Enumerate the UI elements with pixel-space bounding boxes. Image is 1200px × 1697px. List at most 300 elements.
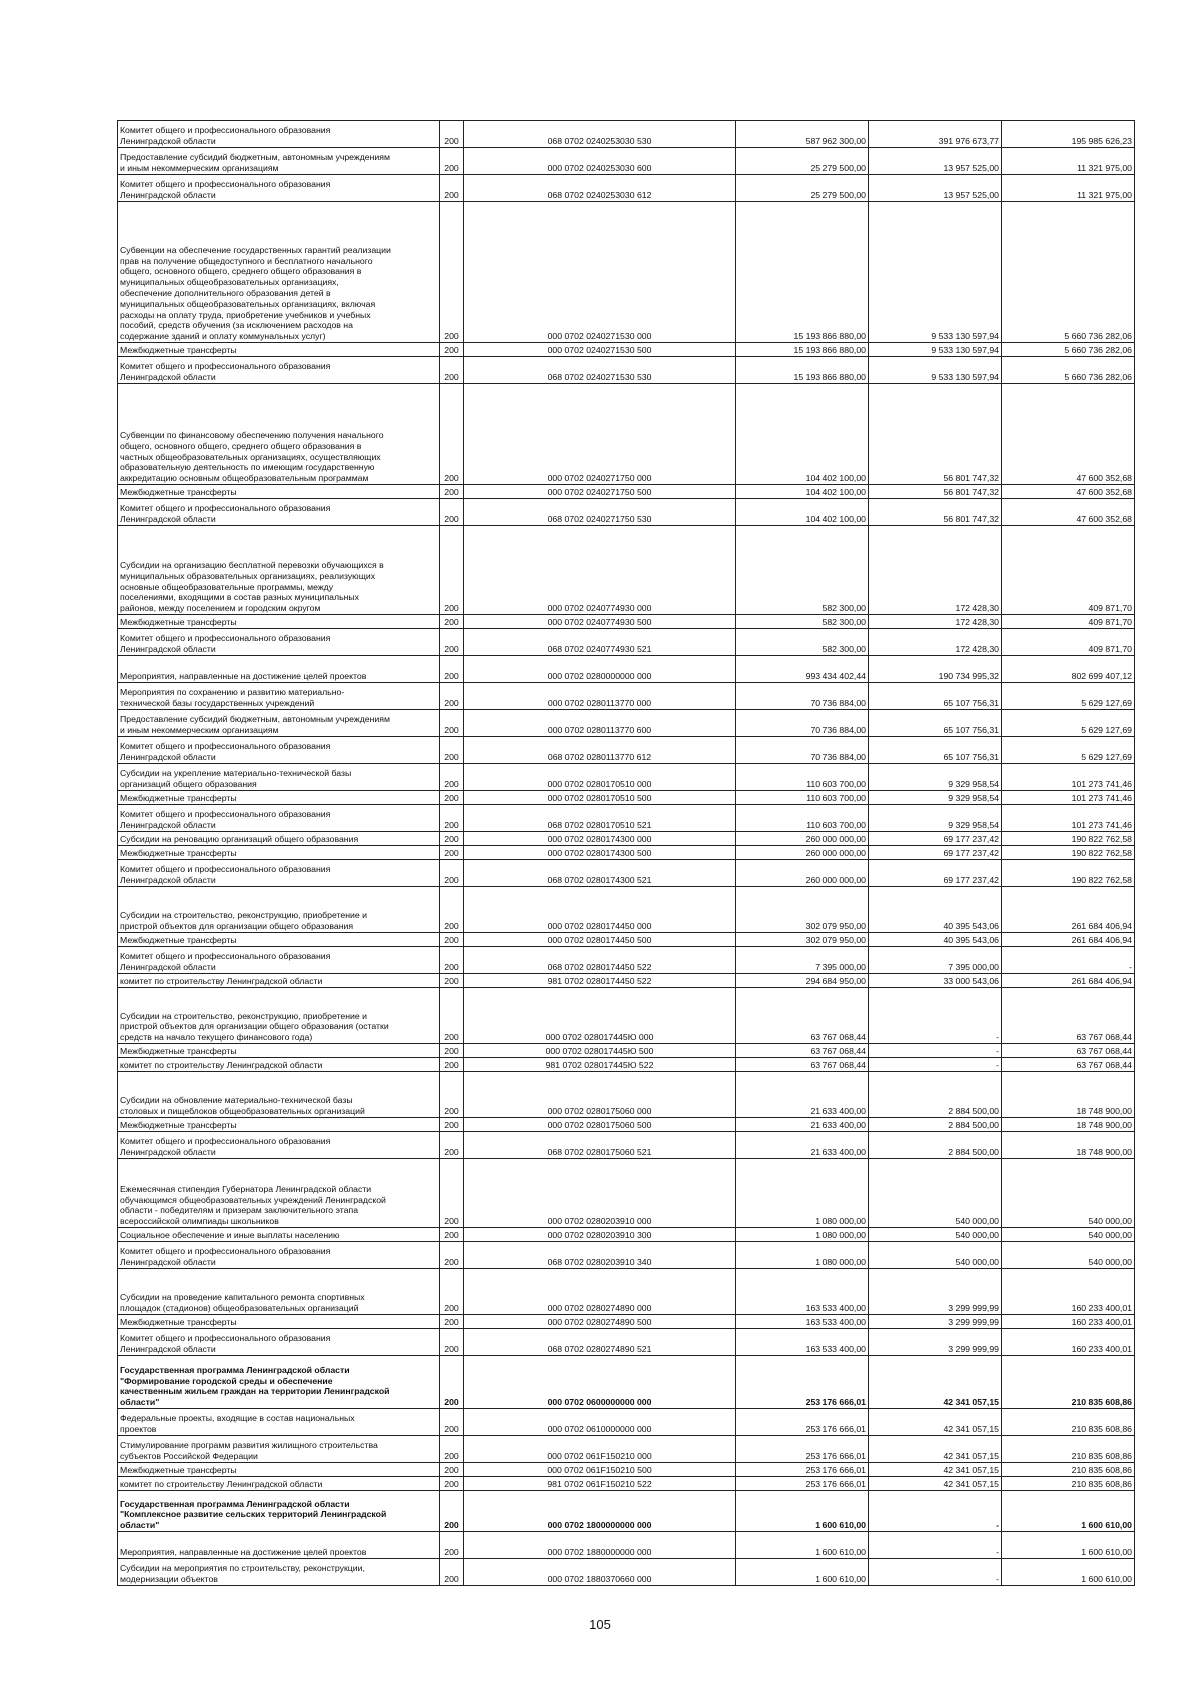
- table-row: [118, 1118, 1135, 1132]
- row-budget-code-cell: 000 0702 0280175060 000: [464, 1072, 736, 1118]
- row-name-cell: комитет по строительству Ленинградской области: [118, 974, 440, 988]
- table-row: [118, 1159, 1135, 1228]
- row-name-cell: Субсидии на проведение капитального ремонта спортивных площадок (стадионов) общеобразовательных организаций: [118, 1269, 440, 1315]
- row-unexecuted-amount-cell: 5 660 736 282,06: [1002, 202, 1135, 343]
- row-executed-amount-cell: 2 884 500,00: [869, 1072, 1002, 1118]
- row-unexecuted-amount-cell: -: [1002, 947, 1135, 974]
- row-line-code-cell: 200: [440, 933, 464, 947]
- row-line-code-cell: 200: [440, 988, 464, 1044]
- row-line-code-cell: 200: [440, 1269, 464, 1315]
- row-unexecuted-amount-cell: 210 835 608,86: [1002, 1356, 1135, 1409]
- table-row: [118, 988, 1135, 1044]
- row-unexecuted-amount-cell: 540 000,00: [1002, 1242, 1135, 1269]
- table-row: [118, 499, 1135, 526]
- row-budget-code-cell: 000 0702 0280274890 500: [464, 1315, 736, 1329]
- row-name-cell: Межбюджетные трансферты: [118, 791, 440, 805]
- budget-execution-table: [117, 120, 1135, 1586]
- row-executed-amount-cell: 172 428,30: [869, 526, 1002, 615]
- row-line-code-cell: 200: [440, 384, 464, 485]
- row-executed-amount-cell: -: [869, 988, 1002, 1044]
- row-line-code-cell: 200: [440, 805, 464, 832]
- row-line-code-cell: 200: [440, 832, 464, 846]
- row-executed-amount-cell: 9 329 958,54: [869, 764, 1002, 791]
- table-row: [118, 629, 1135, 656]
- row-approved-amount-cell: 253 176 666,01: [736, 1463, 869, 1477]
- row-line-code-cell: 200: [440, 1559, 464, 1586]
- row-unexecuted-amount-cell: 47 600 352,68: [1002, 384, 1135, 485]
- row-approved-amount-cell: 110 603 700,00: [736, 805, 869, 832]
- row-executed-amount-cell: -: [869, 1532, 1002, 1559]
- table-row: [118, 343, 1135, 357]
- row-line-code-cell: 200: [440, 1242, 464, 1269]
- row-executed-amount-cell: -: [869, 1559, 1002, 1586]
- row-name-cell: Межбюджетные трансферты: [118, 933, 440, 947]
- row-line-code-cell: 200: [440, 860, 464, 887]
- table-row: [118, 710, 1135, 737]
- table-row: [118, 1242, 1135, 1269]
- row-unexecuted-amount-cell: 5 660 736 282,06: [1002, 343, 1135, 357]
- row-executed-amount-cell: 172 428,30: [869, 615, 1002, 629]
- row-line-code-cell: 200: [440, 764, 464, 791]
- row-name-cell: Комитет общего и профессионального образования Ленинградской области: [118, 1132, 440, 1159]
- row-line-code-cell: 200: [440, 629, 464, 656]
- row-unexecuted-amount-cell: 63 767 068,44: [1002, 1058, 1135, 1072]
- row-unexecuted-amount-cell: 190 822 762,58: [1002, 846, 1135, 860]
- table-row: [118, 526, 1135, 615]
- row-executed-amount-cell: 3 299 999,99: [869, 1329, 1002, 1356]
- table-row: [118, 121, 1135, 148]
- row-budget-code-cell: 000 0702 061F150210 500: [464, 1463, 736, 1477]
- row-unexecuted-amount-cell: 47 600 352,68: [1002, 485, 1135, 499]
- row-approved-amount-cell: 253 176 666,01: [736, 1409, 869, 1436]
- row-line-code-cell: 200: [440, 148, 464, 175]
- table-row: [118, 1463, 1135, 1477]
- row-unexecuted-amount-cell: 210 835 608,86: [1002, 1409, 1135, 1436]
- table-row: [118, 947, 1135, 974]
- row-approved-amount-cell: 163 533 400,00: [736, 1315, 869, 1329]
- row-approved-amount-cell: 260 000 000,00: [736, 846, 869, 860]
- table-row: [118, 357, 1135, 384]
- row-name-cell: комитет по строительству Ленинградской области: [118, 1477, 440, 1491]
- row-budget-code-cell: 000 0702 061F150210 000: [464, 1436, 736, 1463]
- table-row: [118, 1356, 1135, 1409]
- row-name-cell: Предоставление субсидий бюджетным, автономным учреждениям и иным некоммерческим организациям: [118, 148, 440, 175]
- row-line-code-cell: 200: [440, 1463, 464, 1477]
- table-row: [118, 1329, 1135, 1356]
- table-row: [118, 974, 1135, 988]
- row-name-cell: Комитет общего и профессионального образования Ленинградской области: [118, 357, 440, 384]
- table-row: [118, 791, 1135, 805]
- row-line-code-cell: 200: [440, 683, 464, 710]
- row-approved-amount-cell: 260 000 000,00: [736, 860, 869, 887]
- row-line-code-cell: 200: [440, 1532, 464, 1559]
- row-line-code-cell: 200: [440, 175, 464, 202]
- row-unexecuted-amount-cell: 5 629 127,69: [1002, 683, 1135, 710]
- row-budget-code-cell: 068 0702 0280274890 521: [464, 1329, 736, 1356]
- row-approved-amount-cell: 104 402 100,00: [736, 485, 869, 499]
- row-name-cell: Комитет общего и профессионального образования Ленинградской области: [118, 629, 440, 656]
- row-name-cell: Комитет общего и профессионального образования Ленинградской области: [118, 499, 440, 526]
- row-budget-code-cell: 000 0702 0240774930 000: [464, 526, 736, 615]
- row-line-code-cell: 200: [440, 1436, 464, 1463]
- table-row: [118, 805, 1135, 832]
- row-budget-code-cell: 000 0702 1800000000 000: [464, 1491, 736, 1532]
- row-executed-amount-cell: 13 957 525,00: [869, 175, 1002, 202]
- row-executed-amount-cell: -: [869, 1491, 1002, 1532]
- row-line-code-cell: 200: [440, 357, 464, 384]
- row-name-cell: Мероприятия по сохранению и развитию материально- технической базы государственных учреждений: [118, 683, 440, 710]
- table-row: [118, 1491, 1135, 1532]
- row-unexecuted-amount-cell: 18 748 900,00: [1002, 1118, 1135, 1132]
- row-name-cell: комитет по строительству Ленинградской области: [118, 1058, 440, 1072]
- row-executed-amount-cell: 42 341 057,15: [869, 1356, 1002, 1409]
- row-executed-amount-cell: 69 177 237,42: [869, 846, 1002, 860]
- row-name-cell: Субсидии на укрепление материально-технической базы организаций общего образования: [118, 764, 440, 791]
- row-approved-amount-cell: 25 279 500,00: [736, 148, 869, 175]
- row-name-cell: Субвенции на обеспечение государственных гарантий реализации прав на получение общедоступного и бесплатного начального общего, основного общего, среднего общего образования в муниципальных общеобразовательных организациях, обеспечение дополнительного образования детей в муниципальных общеобразовательных организациях, включая расходы на оплату труда, приобретение учебников и учебных пособий, средств обучения (за исключением расходов на содержание зданий и оплату коммунальных услуг): [118, 202, 440, 343]
- row-executed-amount-cell: 3 299 999,99: [869, 1269, 1002, 1315]
- row-approved-amount-cell: 1 600 610,00: [736, 1559, 869, 1586]
- row-approved-amount-cell: 294 684 950,00: [736, 974, 869, 988]
- row-budget-code-cell: 068 0702 0240774930 521: [464, 629, 736, 656]
- row-budget-code-cell: 000 0702 0280170510 500: [464, 791, 736, 805]
- row-budget-code-cell: 000 0702 0280203910 300: [464, 1228, 736, 1242]
- row-approved-amount-cell: 582 300,00: [736, 629, 869, 656]
- row-budget-code-cell: 000 0702 0280174450 500: [464, 933, 736, 947]
- row-budget-code-cell: 981 0702 0280174450 522: [464, 974, 736, 988]
- row-budget-code-cell: 068 0702 0280113770 612: [464, 737, 736, 764]
- row-approved-amount-cell: 582 300,00: [736, 615, 869, 629]
- row-name-cell: Комитет общего и профессионального образования Ленинградской области: [118, 121, 440, 148]
- row-approved-amount-cell: 1 600 610,00: [736, 1491, 869, 1532]
- row-executed-amount-cell: 56 801 747,32: [869, 499, 1002, 526]
- row-unexecuted-amount-cell: 1 600 610,00: [1002, 1559, 1135, 1586]
- row-approved-amount-cell: 21 633 400,00: [736, 1072, 869, 1118]
- row-budget-code-cell: 000 0702 1880370660 000: [464, 1559, 736, 1586]
- row-line-code-cell: 200: [440, 1058, 464, 1072]
- row-budget-code-cell: 000 0702 0600000000 000: [464, 1356, 736, 1409]
- row-unexecuted-amount-cell: 63 767 068,44: [1002, 988, 1135, 1044]
- table-row: [118, 764, 1135, 791]
- row-line-code-cell: 200: [440, 1072, 464, 1118]
- row-line-code-cell: 200: [440, 1044, 464, 1058]
- row-approved-amount-cell: 15 193 866 880,00: [736, 357, 869, 384]
- row-budget-code-cell: 000 0702 0240271750 000: [464, 384, 736, 485]
- row-executed-amount-cell: 2 884 500,00: [869, 1118, 1002, 1132]
- row-executed-amount-cell: 40 395 543,06: [869, 887, 1002, 933]
- row-line-code-cell: 200: [440, 499, 464, 526]
- row-name-cell: Комитет общего и профессионального образования Ленинградской области: [118, 1242, 440, 1269]
- row-unexecuted-amount-cell: 409 871,70: [1002, 615, 1135, 629]
- row-line-code-cell: 200: [440, 485, 464, 499]
- row-unexecuted-amount-cell: 261 684 406,94: [1002, 887, 1135, 933]
- row-approved-amount-cell: 582 300,00: [736, 526, 869, 615]
- row-unexecuted-amount-cell: 18 748 900,00: [1002, 1132, 1135, 1159]
- table-body: [118, 121, 1135, 1586]
- row-unexecuted-amount-cell: 160 233 400,01: [1002, 1315, 1135, 1329]
- row-name-cell: Комитет общего и профессионального образования Ленинградской области: [118, 175, 440, 202]
- row-unexecuted-amount-cell: 101 273 741,46: [1002, 791, 1135, 805]
- row-name-cell: Социальное обеспечение и иные выплаты населению: [118, 1228, 440, 1242]
- row-executed-amount-cell: 540 000,00: [869, 1228, 1002, 1242]
- row-unexecuted-amount-cell: 47 600 352,68: [1002, 499, 1135, 526]
- row-name-cell: Стимулирование программ развития жилищного строительства субъектов Российской Федерации: [118, 1436, 440, 1463]
- row-budget-code-cell: 068 0702 0240253030 530: [464, 121, 736, 148]
- row-approved-amount-cell: 104 402 100,00: [736, 384, 869, 485]
- row-budget-code-cell: 068 0702 0280203910 340: [464, 1242, 736, 1269]
- row-unexecuted-amount-cell: 210 835 608,86: [1002, 1477, 1135, 1491]
- table-row: [118, 832, 1135, 846]
- row-budget-code-cell: 981 0702 028017445Ю 522: [464, 1058, 736, 1072]
- row-name-cell: Государственная программа Ленинградской области "Формирование городской среды и обеспечение качественным жильем граждан на территории Ленинградской области": [118, 1356, 440, 1409]
- row-unexecuted-amount-cell: 18 748 900,00: [1002, 1072, 1135, 1118]
- table-row: [118, 683, 1135, 710]
- row-name-cell: Межбюджетные трансферты: [118, 1463, 440, 1477]
- row-name-cell: Межбюджетные трансферты: [118, 1044, 440, 1058]
- row-name-cell: Субсидии на организацию бесплатной перевозки обучающихся в муниципальных образовательных организациях, реализующих основные общеобразовательные программы, между поселениями, входящими в состав разных муниципальных районов, между поселением и городским округом: [118, 526, 440, 615]
- row-executed-amount-cell: 7 395 000,00: [869, 947, 1002, 974]
- table-row: [118, 933, 1135, 947]
- row-budget-code-cell: 068 0702 0280174300 521: [464, 860, 736, 887]
- table-row: [118, 846, 1135, 860]
- row-budget-code-cell: 068 0702 0280175060 521: [464, 1132, 736, 1159]
- row-executed-amount-cell: 42 341 057,15: [869, 1477, 1002, 1491]
- row-line-code-cell: 200: [440, 1118, 464, 1132]
- row-approved-amount-cell: 25 279 500,00: [736, 175, 869, 202]
- row-unexecuted-amount-cell: 190 822 762,58: [1002, 860, 1135, 887]
- row-line-code-cell: 200: [440, 1132, 464, 1159]
- row-executed-amount-cell: 391 976 673,77: [869, 121, 1002, 148]
- row-executed-amount-cell: 69 177 237,42: [869, 860, 1002, 887]
- row-budget-code-cell: 000 0702 1880000000 000: [464, 1532, 736, 1559]
- row-approved-amount-cell: 1 600 610,00: [736, 1532, 869, 1559]
- row-budget-code-cell: 000 0702 0280274890 000: [464, 1269, 736, 1315]
- row-budget-code-cell: 000 0702 0280175060 500: [464, 1118, 736, 1132]
- row-executed-amount-cell: -: [869, 1044, 1002, 1058]
- row-unexecuted-amount-cell: 190 822 762,58: [1002, 832, 1135, 846]
- row-name-cell: Межбюджетные трансферты: [118, 485, 440, 499]
- page-number: 105: [589, 1617, 611, 1632]
- row-unexecuted-amount-cell: 160 233 400,01: [1002, 1269, 1135, 1315]
- row-unexecuted-amount-cell: 409 871,70: [1002, 526, 1135, 615]
- row-approved-amount-cell: 70 736 884,00: [736, 683, 869, 710]
- row-unexecuted-amount-cell: 1 600 610,00: [1002, 1532, 1135, 1559]
- row-line-code-cell: 200: [440, 974, 464, 988]
- table-row: [118, 615, 1135, 629]
- row-budget-code-cell: 000 0702 0280113770 000: [464, 683, 736, 710]
- row-budget-code-cell: 000 0702 0280000000 000: [464, 656, 736, 683]
- row-unexecuted-amount-cell: 63 767 068,44: [1002, 1044, 1135, 1058]
- row-unexecuted-amount-cell: 210 835 608,86: [1002, 1436, 1135, 1463]
- table-row: [118, 148, 1135, 175]
- row-approved-amount-cell: 163 533 400,00: [736, 1329, 869, 1356]
- row-approved-amount-cell: 21 633 400,00: [736, 1118, 869, 1132]
- row-executed-amount-cell: 190 734 995,32: [869, 656, 1002, 683]
- row-budget-code-cell: 000 0702 0240253030 600: [464, 148, 736, 175]
- row-approved-amount-cell: 70 736 884,00: [736, 710, 869, 737]
- row-name-cell: Мероприятия, направленные на достижение целей проектов: [118, 656, 440, 683]
- row-line-code-cell: 200: [440, 1228, 464, 1242]
- row-name-cell: Субсидии на обновление материально-технической базы столовых и пищеблоков общеобразовательных организаций: [118, 1072, 440, 1118]
- row-approved-amount-cell: 7 395 000,00: [736, 947, 869, 974]
- row-line-code-cell: 200: [440, 846, 464, 860]
- table-row: [118, 485, 1135, 499]
- table-row: [118, 1044, 1135, 1058]
- row-unexecuted-amount-cell: 5 629 127,69: [1002, 710, 1135, 737]
- row-approved-amount-cell: 253 176 666,01: [736, 1356, 869, 1409]
- row-executed-amount-cell: 172 428,30: [869, 629, 1002, 656]
- row-budget-code-cell: 000 0702 0280174300 500: [464, 846, 736, 860]
- row-line-code-cell: 200: [440, 887, 464, 933]
- row-name-cell: Комитет общего и профессионального образования Ленинградской области: [118, 805, 440, 832]
- row-approved-amount-cell: 15 193 866 880,00: [736, 202, 869, 343]
- row-approved-amount-cell: 110 603 700,00: [736, 791, 869, 805]
- table-row: [118, 1532, 1135, 1559]
- row-approved-amount-cell: 1 080 000,00: [736, 1242, 869, 1269]
- row-name-cell: Субсидии на строительство, реконструкцию, приобретение и пристрой объектов для организации общего образования: [118, 887, 440, 933]
- table-row: [118, 1315, 1135, 1329]
- row-name-cell: Комитет общего и профессионального образования Ленинградской области: [118, 737, 440, 764]
- row-unexecuted-amount-cell: 101 273 741,46: [1002, 764, 1135, 791]
- row-budget-code-cell: 000 0702 028017445Ю 500: [464, 1044, 736, 1058]
- row-line-code-cell: 200: [440, 526, 464, 615]
- row-unexecuted-amount-cell: 540 000,00: [1002, 1159, 1135, 1228]
- row-approved-amount-cell: 302 079 950,00: [736, 887, 869, 933]
- row-line-code-cell: 200: [440, 710, 464, 737]
- row-executed-amount-cell: -: [869, 1058, 1002, 1072]
- row-line-code-cell: 200: [440, 1491, 464, 1532]
- row-approved-amount-cell: 163 533 400,00: [736, 1269, 869, 1315]
- row-executed-amount-cell: 42 341 057,15: [869, 1436, 1002, 1463]
- row-unexecuted-amount-cell: 11 321 975,00: [1002, 148, 1135, 175]
- row-unexecuted-amount-cell: 101 273 741,46: [1002, 805, 1135, 832]
- row-executed-amount-cell: 9 329 958,54: [869, 791, 1002, 805]
- row-budget-code-cell: 068 0702 0240253030 612: [464, 175, 736, 202]
- row-line-code-cell: 200: [440, 791, 464, 805]
- table-row: [118, 1058, 1135, 1072]
- row-line-code-cell: 200: [440, 121, 464, 148]
- row-budget-code-cell: 000 0702 0610000000 000: [464, 1409, 736, 1436]
- row-name-cell: Межбюджетные трансферты: [118, 1118, 440, 1132]
- row-name-cell: Федеральные проекты, входящие в состав национальных проектов: [118, 1409, 440, 1436]
- table-row: [118, 656, 1135, 683]
- row-approved-amount-cell: 993 434 402,44: [736, 656, 869, 683]
- table-row: [118, 175, 1135, 202]
- row-name-cell: Ежемесячная стипендия Губернатора Ленинградской области обучающимся общеобразовательных учреждений Ленинградской области - победителям и призерам заключительного этапа всероссийской олимпиады школьников: [118, 1159, 440, 1228]
- row-budget-code-cell: 000 0702 0280174450 000: [464, 887, 736, 933]
- row-executed-amount-cell: 56 801 747,32: [869, 384, 1002, 485]
- row-approved-amount-cell: 63 767 068,44: [736, 1044, 869, 1058]
- row-name-cell: Субсидии на мероприятия по строительству, реконструкции, модернизации объектов: [118, 1559, 440, 1586]
- table-row: [118, 384, 1135, 485]
- row-line-code-cell: 200: [440, 656, 464, 683]
- row-line-code-cell: 200: [440, 1159, 464, 1228]
- row-approved-amount-cell: 110 603 700,00: [736, 764, 869, 791]
- table-row: [118, 1409, 1135, 1436]
- row-line-code-cell: 200: [440, 343, 464, 357]
- row-executed-amount-cell: 9 533 130 597,94: [869, 202, 1002, 343]
- row-name-cell: Субсидии на реновацию организаций общего образования: [118, 832, 440, 846]
- row-name-cell: Мероприятия, направленные на достижение целей проектов: [118, 1532, 440, 1559]
- row-name-cell: Межбюджетные трансферты: [118, 343, 440, 357]
- row-executed-amount-cell: 33 000 543,06: [869, 974, 1002, 988]
- row-unexecuted-amount-cell: 5 629 127,69: [1002, 737, 1135, 764]
- row-budget-code-cell: 000 0702 0240774930 500: [464, 615, 736, 629]
- table-row: [118, 887, 1135, 933]
- row-line-code-cell: 200: [440, 615, 464, 629]
- row-budget-code-cell: 068 0702 0280170510 521: [464, 805, 736, 832]
- row-approved-amount-cell: 1 080 000,00: [736, 1228, 869, 1242]
- row-name-cell: Субсидии на строительство, реконструкцию, приобретение и пристрой объектов для организации общего образования (остатки средств на начало текущего финансового года): [118, 988, 440, 1044]
- row-name-cell: Комитет общего и профессионального образования Ленинградской области: [118, 1329, 440, 1356]
- row-name-cell: Государственная программа Ленинградской области "Комплексное развитие сельских территорий Ленинградской области": [118, 1491, 440, 1532]
- row-budget-code-cell: 981 0702 061F150210 522: [464, 1477, 736, 1491]
- row-executed-amount-cell: 65 107 756,31: [869, 737, 1002, 764]
- row-approved-amount-cell: 15 193 866 880,00: [736, 343, 869, 357]
- row-name-cell: Межбюджетные трансферты: [118, 846, 440, 860]
- row-approved-amount-cell: 70 736 884,00: [736, 737, 869, 764]
- row-name-cell: Комитет общего и профессионального образования Ленинградской области: [118, 947, 440, 974]
- row-unexecuted-amount-cell: 11 321 975,00: [1002, 175, 1135, 202]
- row-budget-code-cell: 068 0702 0280174450 522: [464, 947, 736, 974]
- row-approved-amount-cell: 302 079 950,00: [736, 933, 869, 947]
- row-unexecuted-amount-cell: 261 684 406,94: [1002, 974, 1135, 988]
- row-executed-amount-cell: 2 884 500,00: [869, 1132, 1002, 1159]
- row-budget-code-cell: 000 0702 0280113770 600: [464, 710, 736, 737]
- row-approved-amount-cell: 253 176 666,01: [736, 1477, 869, 1491]
- row-name-cell: Межбюджетные трансферты: [118, 1315, 440, 1329]
- row-executed-amount-cell: 9 533 130 597,94: [869, 343, 1002, 357]
- row-executed-amount-cell: 40 395 543,06: [869, 933, 1002, 947]
- row-budget-code-cell: 000 0702 0280203910 000: [464, 1159, 736, 1228]
- row-approved-amount-cell: 260 000 000,00: [736, 832, 869, 846]
- table-row: [118, 1477, 1135, 1491]
- row-unexecuted-amount-cell: 195 985 626,23: [1002, 121, 1135, 148]
- row-budget-code-cell: 000 0702 0240271530 500: [464, 343, 736, 357]
- row-unexecuted-amount-cell: 210 835 608,86: [1002, 1463, 1135, 1477]
- row-approved-amount-cell: 587 962 300,00: [736, 121, 869, 148]
- row-line-code-cell: 200: [440, 1329, 464, 1356]
- row-budget-code-cell: 000 0702 0280170510 000: [464, 764, 736, 791]
- row-line-code-cell: 200: [440, 1409, 464, 1436]
- table-row: [118, 860, 1135, 887]
- row-line-code-cell: 200: [440, 737, 464, 764]
- row-executed-amount-cell: 13 957 525,00: [869, 148, 1002, 175]
- row-budget-code-cell: 068 0702 0240271750 530: [464, 499, 736, 526]
- table-row: [118, 1132, 1135, 1159]
- row-approved-amount-cell: 63 767 068,44: [736, 988, 869, 1044]
- row-name-cell: Комитет общего и профессионального образования Ленинградской области: [118, 860, 440, 887]
- table-row: [118, 1269, 1135, 1315]
- row-unexecuted-amount-cell: 261 684 406,94: [1002, 933, 1135, 947]
- row-approved-amount-cell: 253 176 666,01: [736, 1436, 869, 1463]
- row-unexecuted-amount-cell: 409 871,70: [1002, 629, 1135, 656]
- row-line-code-cell: 200: [440, 1477, 464, 1491]
- table-row: [118, 1436, 1135, 1463]
- row-name-cell: Субвенции по финансовому обеспечению получения начального общего, основного общего, среднего общего образования в частных общеобразовательных организациях, осуществляющих образовательную деятельность по имеющим государственную аккредитацию основным общеобразовательным программам: [118, 384, 440, 485]
- table-row: [118, 1072, 1135, 1118]
- row-executed-amount-cell: 540 000,00: [869, 1242, 1002, 1269]
- row-unexecuted-amount-cell: 1 600 610,00: [1002, 1491, 1135, 1532]
- row-line-code-cell: 200: [440, 202, 464, 343]
- row-executed-amount-cell: 65 107 756,31: [869, 683, 1002, 710]
- row-executed-amount-cell: 540 000,00: [869, 1159, 1002, 1228]
- row-budget-code-cell: 068 0702 0240271530 530: [464, 357, 736, 384]
- row-unexecuted-amount-cell: 540 000,00: [1002, 1228, 1135, 1242]
- row-budget-code-cell: 000 0702 0240271530 000: [464, 202, 736, 343]
- row-line-code-cell: 200: [440, 947, 464, 974]
- row-approved-amount-cell: 1 080 000,00: [736, 1159, 869, 1228]
